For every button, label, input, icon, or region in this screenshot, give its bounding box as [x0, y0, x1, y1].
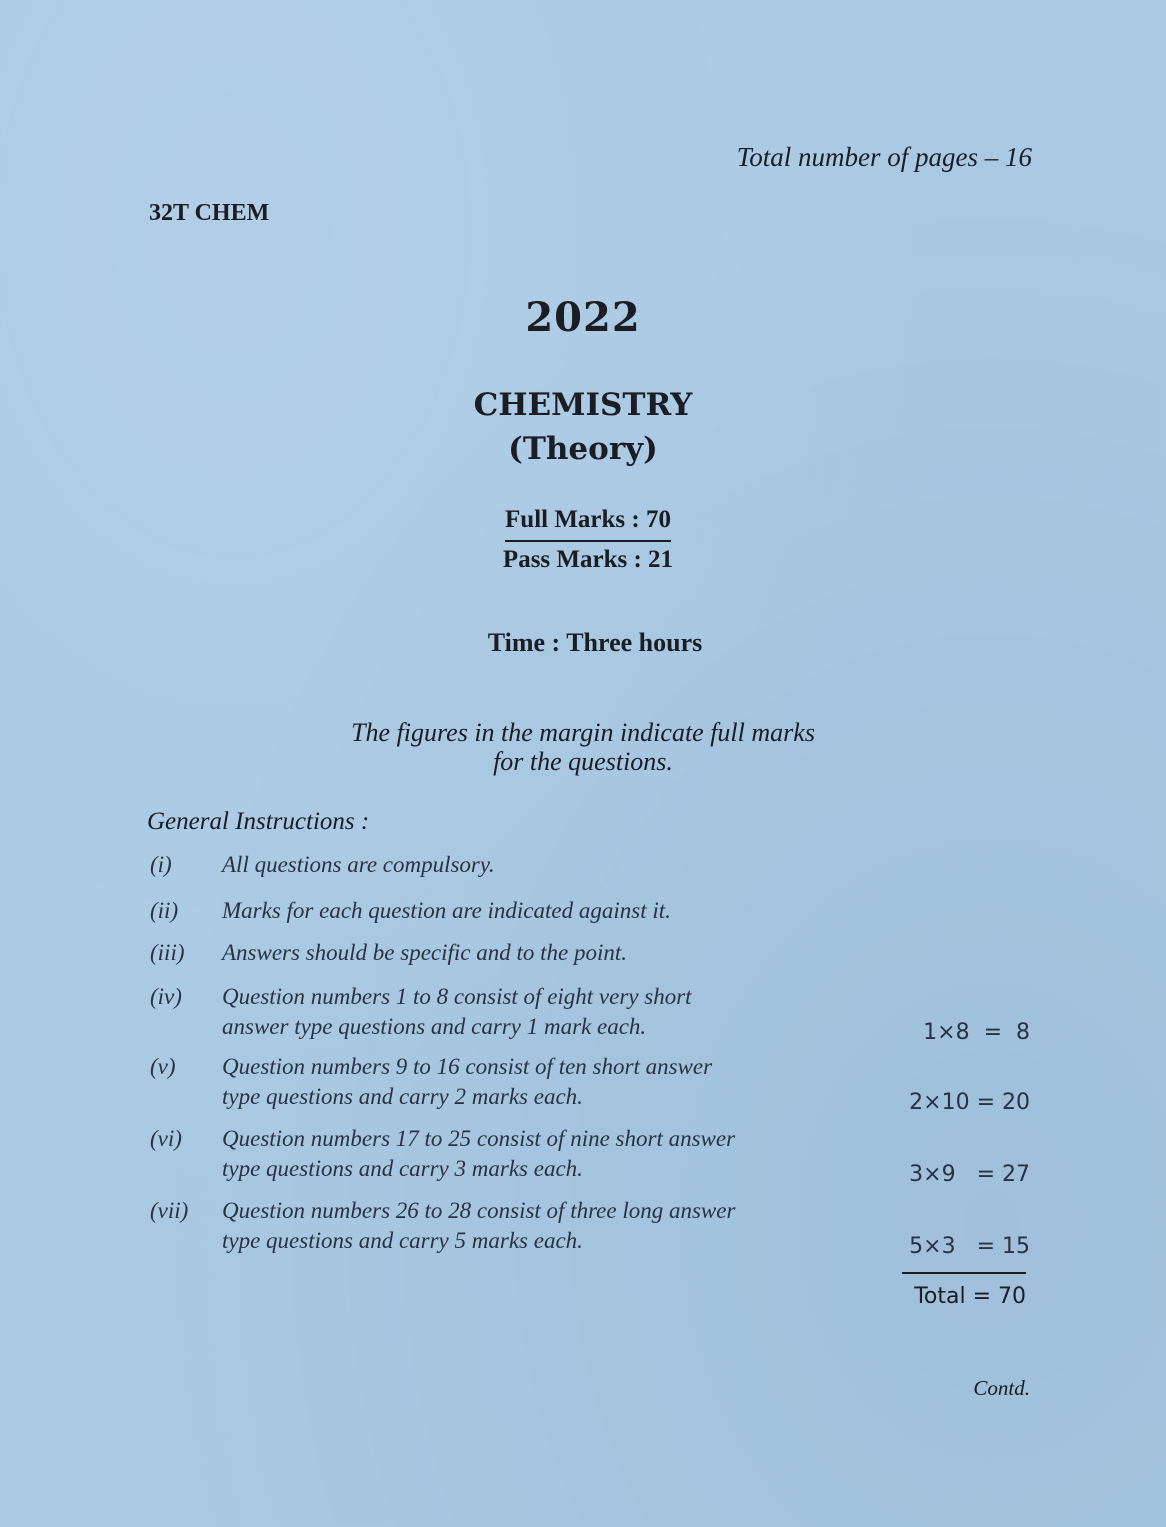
instruction-number: (iii): [150, 940, 185, 965]
general-instructions-heading: General Instructions :: [147, 808, 370, 835]
instruction-text: All questions are compulsory.: [222, 852, 495, 877]
pass-marks: Pass Marks : 21: [502, 546, 674, 573]
subject-name: CHEMISTRY: [473, 387, 693, 423]
subject-title: [0, 383, 1166, 471]
figures-note-line2: for the questions.: [493, 747, 673, 776]
instruction-line1: Question numbers 26 to 28 consist of three long answer: [222, 1198, 736, 1223]
instruction-line1: Question numbers 9 to 16 consist of ten short answer: [222, 1054, 713, 1079]
instruction-text: [222, 1124, 842, 1184]
instruction-marks: 5×3 = 15: [909, 1234, 1030, 1259]
instruction-line2: answer type questions and carry 1 mark each.: [222, 1014, 647, 1039]
instruction-text: Marks for each question are indicated against it.: [222, 898, 671, 923]
total-divider: [902, 1272, 1026, 1274]
instruction-line2: type questions and carry 5 marks each.: [222, 1228, 583, 1253]
figures-note: [0, 718, 1166, 776]
instruction-text: Answers should be specific and to the point.: [222, 940, 628, 965]
instruction-text: [222, 982, 842, 1042]
instruction-line1: Question numbers 1 to 8 consist of eight very short: [222, 984, 692, 1009]
total-pages-note: Total number of pages – 16: [736, 142, 1032, 172]
continued-note: Contd.: [973, 1376, 1030, 1400]
marks-total: Total = 70: [914, 1284, 1026, 1309]
instruction-marks: 2×10 = 20: [909, 1090, 1030, 1115]
subject-part: (Theory): [508, 431, 658, 467]
instruction-number: (vi): [150, 1126, 182, 1151]
instruction-marks: 1×8 = 8: [923, 1020, 1030, 1045]
figures-note-line1: The figures in the margin indicate full marks: [351, 718, 815, 747]
instruction-line1: Question numbers 17 to 25 consist of nine short answer: [222, 1126, 736, 1151]
instruction-number: (vii): [150, 1198, 189, 1223]
instruction-number: (iv): [150, 984, 182, 1009]
exam-year: 2022: [525, 294, 641, 341]
exam-time: Time : Three hours: [487, 628, 703, 657]
instruction-number: (i): [150, 852, 172, 877]
instruction-number: (v): [150, 1054, 176, 1079]
instruction-line2: type questions and carry 2 marks each.: [222, 1084, 583, 1109]
full-marks: Full Marks : 70: [505, 506, 671, 542]
instruction-text: [222, 1196, 842, 1256]
instruction-line2: type questions and carry 3 marks each.: [222, 1156, 583, 1181]
instruction-number: (ii): [150, 898, 179, 923]
instruction-text: [222, 1052, 842, 1112]
instruction-marks: 3×9 = 27: [909, 1162, 1030, 1187]
marks-block: [488, 506, 688, 574]
paper-code: 32T CHEM: [149, 200, 270, 226]
